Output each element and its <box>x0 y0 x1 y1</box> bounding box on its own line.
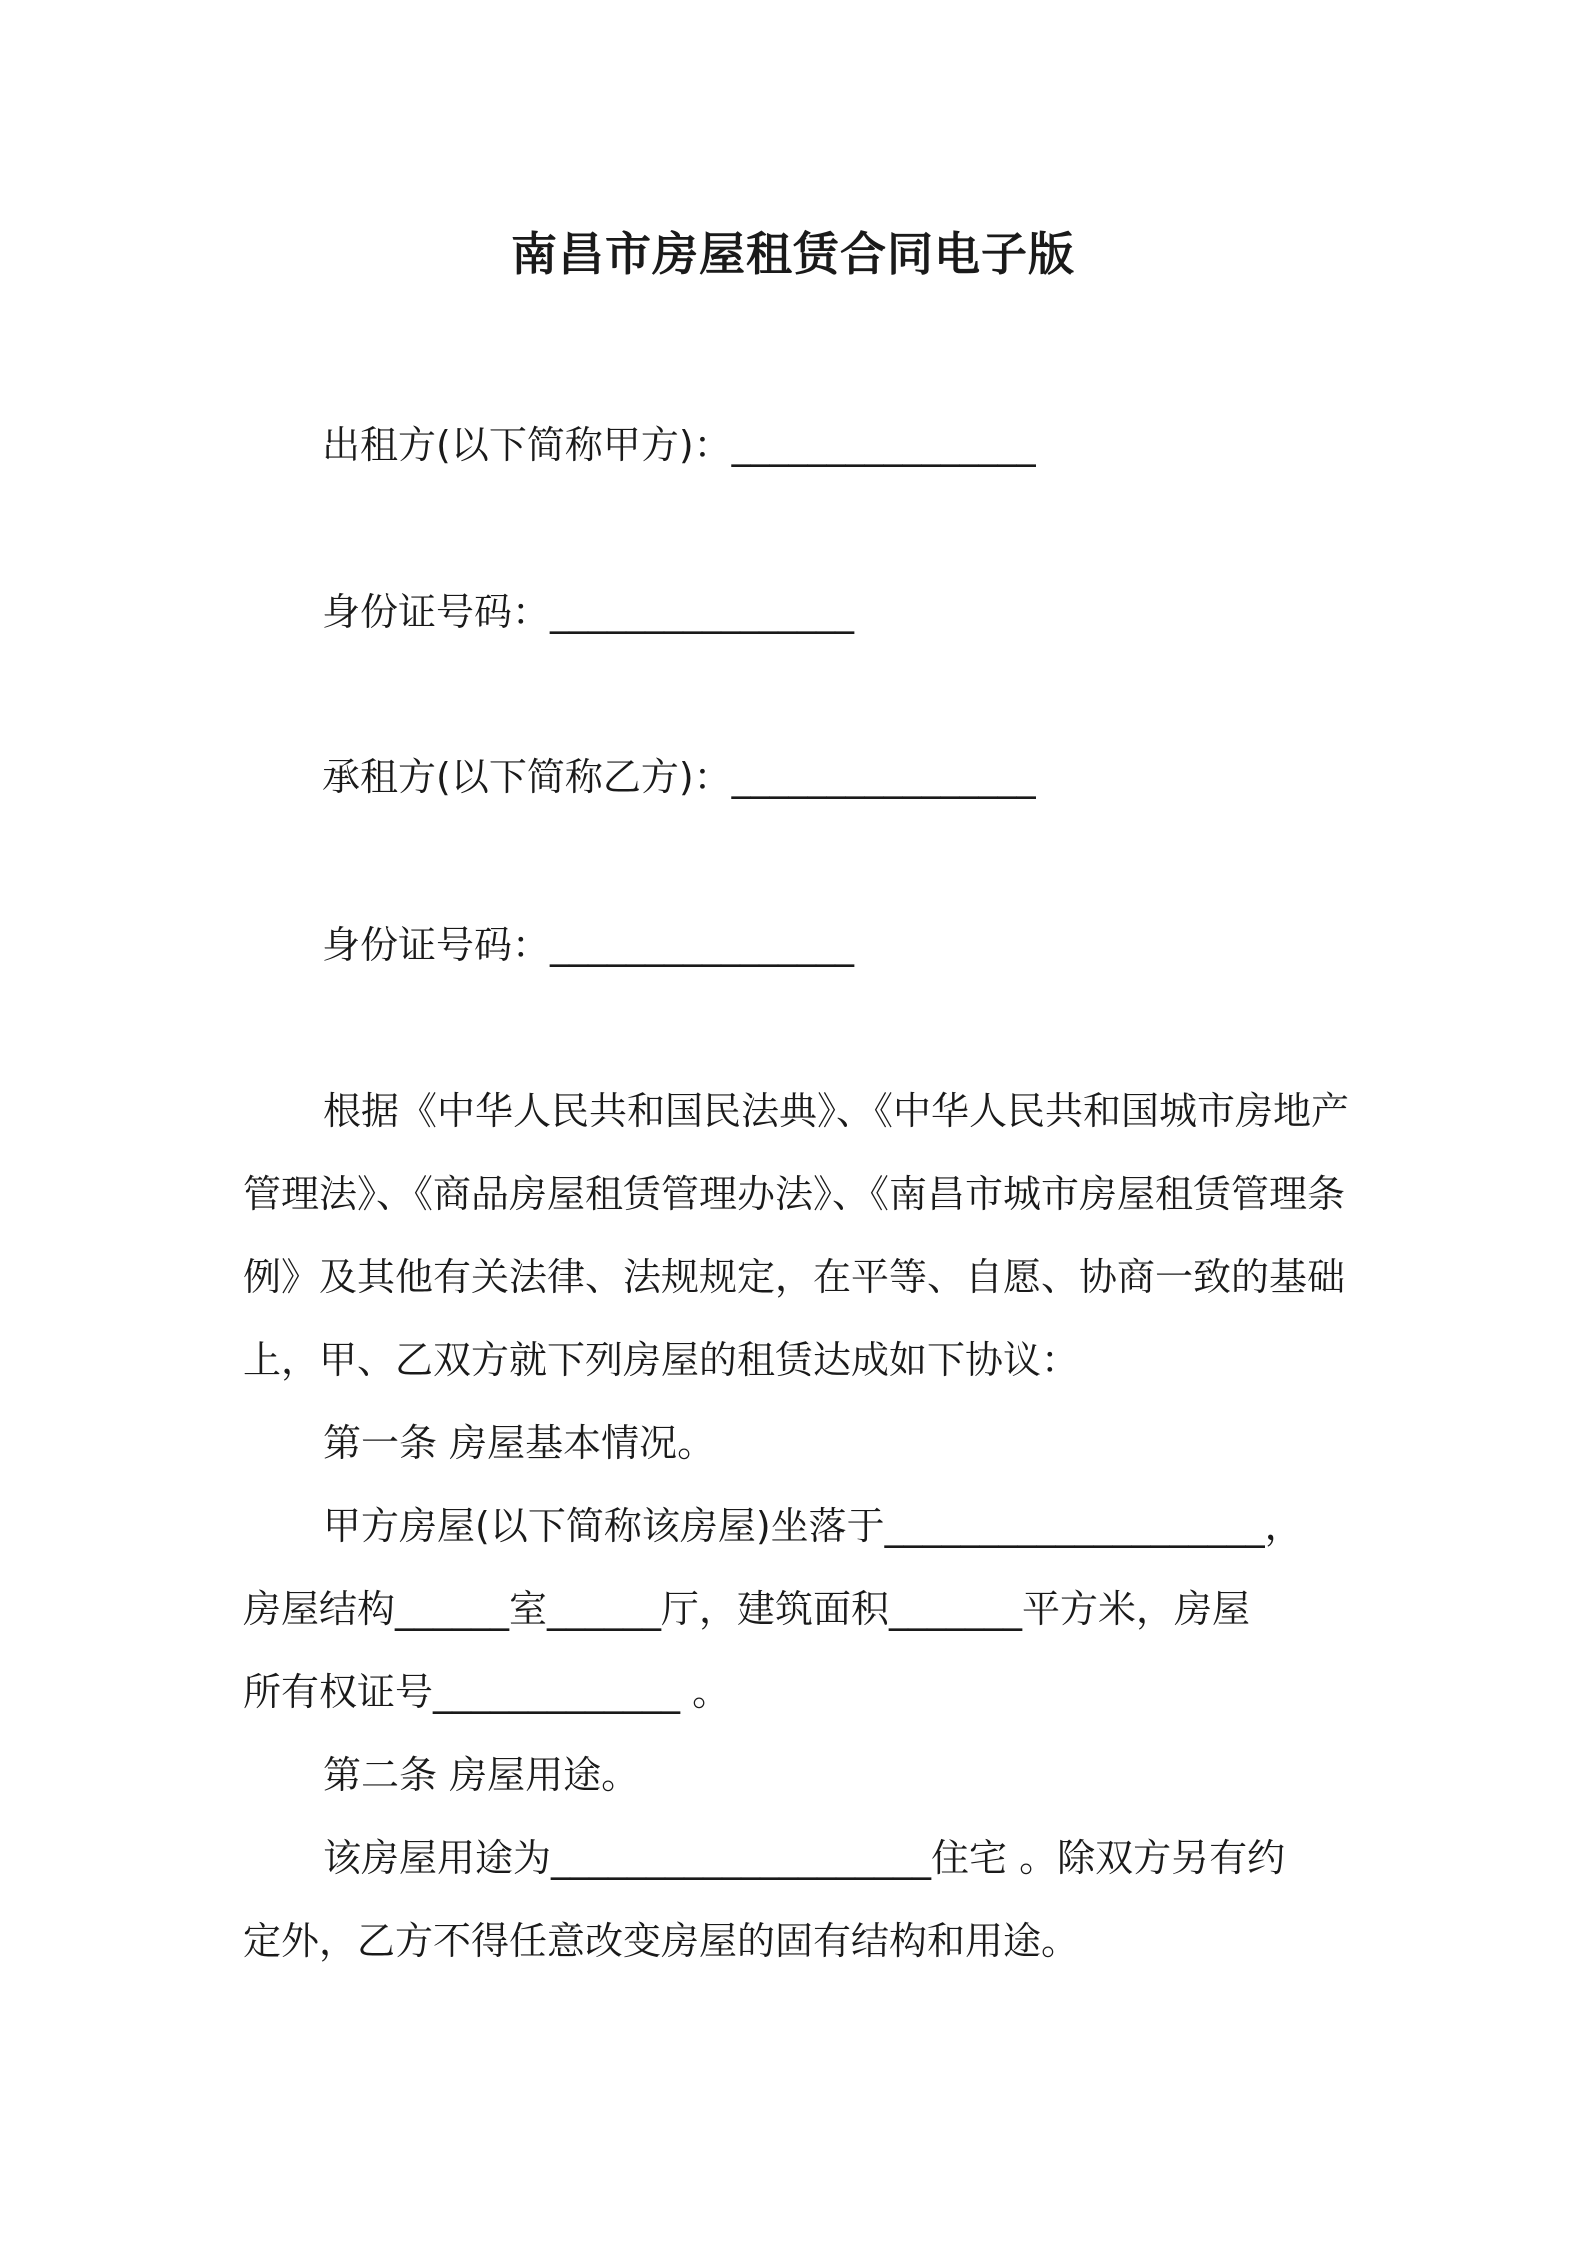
usage-blank: ____________________ <box>551 1836 932 1880</box>
structure-label: 房屋结构 <box>243 1587 396 1631</box>
lessor-id-label: 身份证号码： <box>322 590 551 634</box>
area-blank: _______ <box>889 1587 1023 1631</box>
location-label: 甲方房屋(以下简称该房屋)坐落于 <box>323 1504 885 1548</box>
sqm-label: 平方米，房屋 <box>1022 1587 1251 1631</box>
lessor-id-field <box>322 585 854 639</box>
lessee-id-label: 身份证号码： <box>322 923 551 967</box>
location-blank: ____________________ <box>884 1504 1265 1548</box>
article-1-line-1 <box>243 1485 1353 1568</box>
area-label: 厅，建筑面积 <box>661 1587 890 1631</box>
lessee-id-blank: ________________ <box>550 923 855 967</box>
lessee-field <box>322 750 1036 804</box>
lessee-label: 承租方(以下简称乙方)： <box>322 755 732 799</box>
rooms-label: 室 <box>509 1587 548 1631</box>
lessor-blank: ________________ <box>731 423 1036 467</box>
certificate-blank: _____________ <box>433 1670 681 1714</box>
preamble-paragraph: 根据《中华人民共和国民法典》、《中华人民共和国城市房地产管理法》、《商品房屋租赁管理办法》、《南昌市城市房屋租赁管理条例》及其他有关法律、法规规定，在平等、自愿、协商一致的基础上，甲、乙双方就下列房屋的租赁达成如下协议： <box>243 1089 1350 1382</box>
lessee-id-field <box>322 918 854 972</box>
usage-label: 该房屋用途为 <box>323 1836 552 1880</box>
lessee-blank: ________________ <box>731 755 1036 799</box>
article-2-heading: 第二条 房屋用途。 <box>323 1753 640 1797</box>
usage-clause: 。除双方另有约 <box>1007 1836 1286 1880</box>
lessor-field <box>322 418 1036 472</box>
usage-value: 住宅 <box>931 1836 1008 1880</box>
rooms-blank: ______ <box>395 1587 510 1631</box>
contract-body <box>243 1070 1353 1983</box>
lessor-id-blank: ________________ <box>550 590 855 634</box>
comma: ， <box>1264 1504 1303 1548</box>
article-1-line-2 <box>243 1568 1353 1651</box>
article-2-line-2: 定外，乙方不得任意改变房屋的固有结构和用途。 <box>243 1919 1080 1963</box>
document-title: 南昌市房屋租赁合同电子版 <box>511 227 1075 281</box>
article-1-line-3 <box>243 1651 1353 1734</box>
lessor-label: 出租方(以下简称甲方)： <box>322 423 732 467</box>
article-2-line-1 <box>243 1817 1353 1900</box>
period: 。 <box>680 1670 731 1714</box>
article-1-heading: 第一条 房屋基本情况。 <box>323 1421 716 1465</box>
halls-blank: ______ <box>547 1587 662 1631</box>
certificate-label: 所有权证号 <box>243 1670 434 1714</box>
